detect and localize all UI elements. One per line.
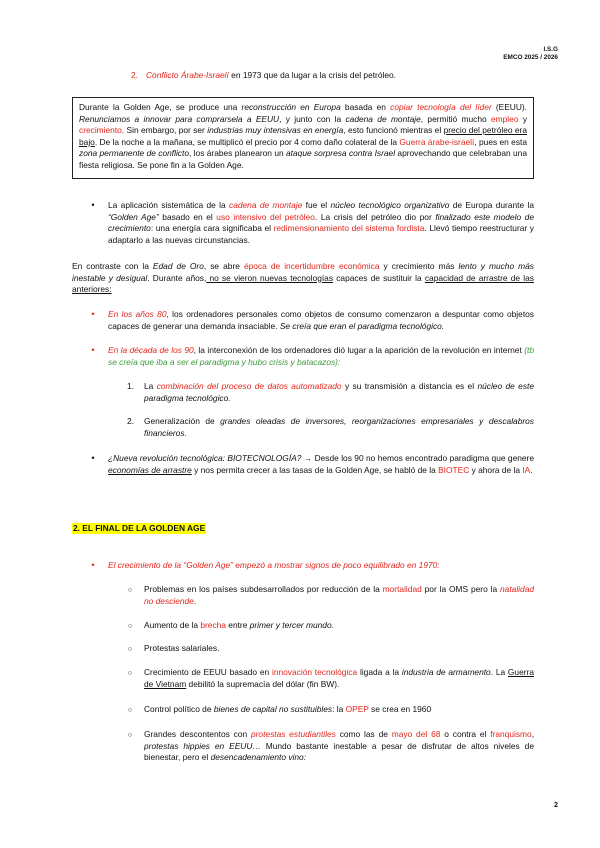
circle-bullet: ○ [127,585,133,594]
problem-item-wages: Protestas salariales. [144,643,220,653]
summary-text: Durante la Golden Age, se produce una reconstrucción en Europa basada en copiar tecnología del líder (EEUU). Renunciamos a innovar para comprarsela a EEUU, y junto con la cadena de montaje, permitió mucho empleo y crecimiento. Sin embargo, por ser industrias muy intensivas en energía, esto funcionó mientras el precio del petróleo era bajo. De la noche a la mañana, se multiplicó el precio por 4 como daño colateral de la Guerra árabe-israelí, pues en esta zona permanente de conflicto, los árabes planearon un ataque sorpresa contra Israel aprovechando que celebraban una fiesta religiosa. Se pone fin a la Golden Age. [79,102,528,170]
item-number: 2. [131,70,138,80]
investors-item: Generalización de grandes oleadas de inversores, reorganizaciones empresariales y descalabros financieros. [144,416,534,438]
fordism-paragraph: La aplicación sistemática de la cadena de montaje fue el núcleo tecnológico organizativo de Europa durante la “Golden Age” basado en el uso intensivo del petróleo. La crisis del petróleo dio por finalizado este modelo de crecimiento: una energía cara significaba el redimensionamiento del sistema fordista. Llevó tiempo reestructurar y adaptarlo a las nuevas circunstancias. [108,200,534,245]
bullet-dot: • [91,309,95,319]
header-course: EMCO 2025 / 2026 [503,54,558,62]
bullet-dot: • [91,200,95,210]
data-processing-item: La combinación del proceso de datos automatizado y su transmisión a distancia es el núcleo de este paradigma tecnológico. [144,381,534,403]
problem-item-opep: Control político de bienes de capital no sustituibles: la OPEP se crea en 1960 [144,704,432,714]
problem-item-protests: Grandes descontentos con protestas estudiantiles como las de mayo del 68 o contra el franquismo, protestas hippies en EEUU… Mundo bastante inestable a pesar de disfrutar de altos niveles de bienestar, pero el desencadenamiento vino: [144,729,535,763]
circle-bullet: ○ [127,705,133,714]
summary-box [72,97,534,179]
contrast-paragraph: En contraste con la Edad de Oro, se abre época de incertidumbre económica y crecimiento más lento y mucho más inestable y desigual. Durante años, no se vieron nuevas tecnologías capaces de sustituir la capacidad de arrastre de las anteriores: [72,261,534,295]
imbalance-heading: El crecimiento de la “Golden Age” empezó a mostrar signos de poco equilibrado en 1970: [108,560,440,570]
circle-bullet: ○ [127,621,133,630]
circle-bullet: ○ [127,644,133,653]
sub-number: 1. [127,381,134,391]
bullet-dot: • [91,560,95,570]
problem-item-gap: Aumento de la brecha entre primer y tercer mundo. [144,620,334,630]
bullet-dot: • [91,453,95,463]
problem-item-mortality: Problemas en los países subdesarrollados por reducción de la mortalidad por la OMS pero la natalidad no desciende. [144,584,535,606]
section-heading: 2. EL FINAL DE LA GOLDEN AGE [73,523,206,533]
page-header [503,46,558,63]
item-conflict-heading: Conflicto Árabe-Israelí en 1973 que da lugar a la crisis del petróleo. [146,70,397,80]
biotech-paragraph: ¿Nueva revolución tecnológica: BIOTECNOLOGÍA? → Desde los 90 no hemos encontrado paradigma que genere economías de arrastre y nos permita crecer a las tasas de la Golden Age, se habló de la BIOTEC y ahora de la IA. [108,453,534,475]
circle-bullet: ○ [127,730,133,739]
circle-bullet: ○ [127,668,133,677]
nineties-paragraph: En la década de los 90, la interconexión de los ordenadores dió lugar a la aparición de la revolución en internet (tb se creía que iba a ser el paradigma y hubo crisis y batacazos): [108,345,534,367]
problem-item-usa: Crecimiento de EEUU basado en innovación tecnológica ligada a la industria de armamento. La Guerra de Vietnam debilitó la supremacía del dólar (fin BW). [144,667,534,689]
eighties-paragraph: En los años 80, los ordenadores personales como objetos de consumo comenzaron a despuntar como objetos capaces de generar una demanda insaciable. Se creía que eran el paradigma tecnológico. [108,309,534,331]
page-number: 2 [554,800,558,809]
sub-number: 2. [127,416,134,426]
header-institution: I.S.G [543,46,558,53]
bullet-dot: • [91,345,95,355]
